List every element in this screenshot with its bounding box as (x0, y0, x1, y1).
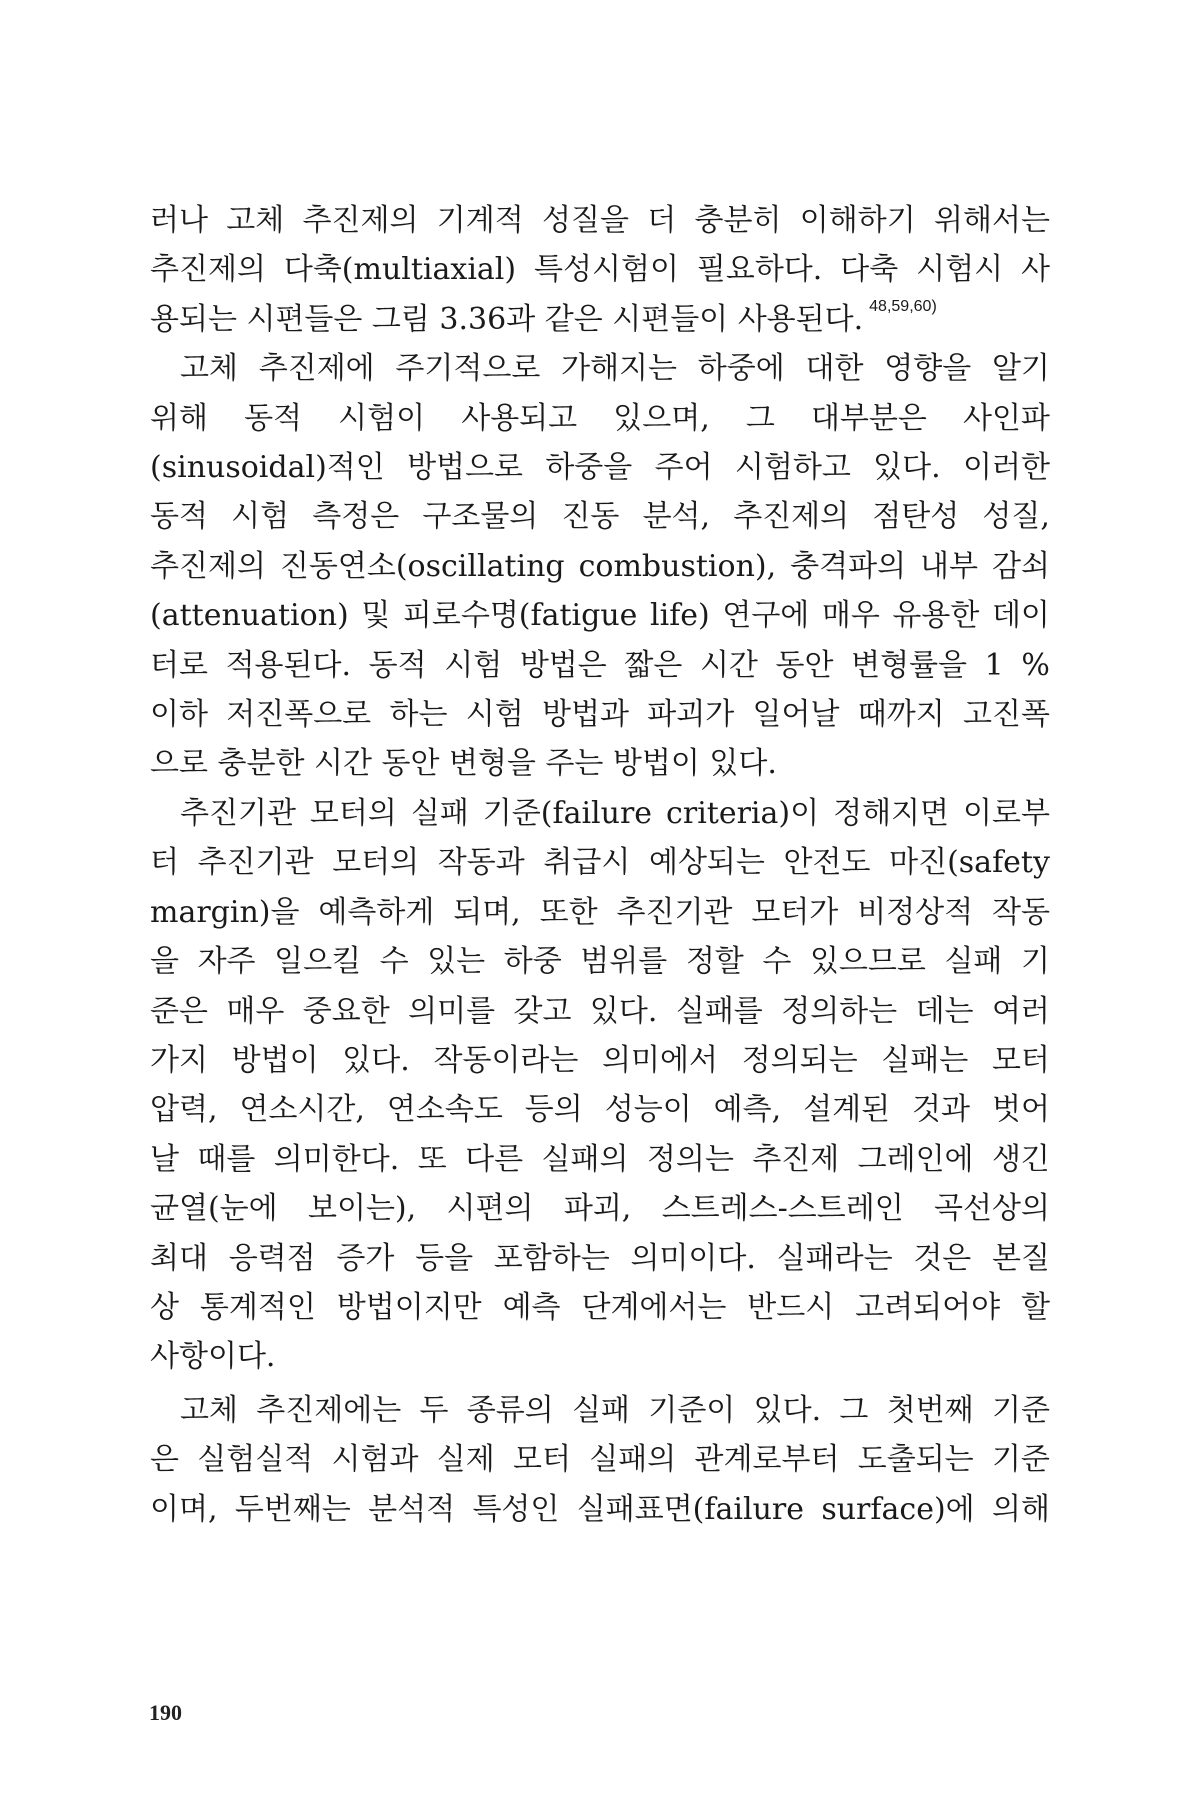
word: 시험하고 (734, 450, 851, 486)
word: 날 (150, 1141, 179, 1177)
word: 충격파의 (790, 548, 907, 584)
word: 진동 (561, 499, 620, 535)
word: 작동과 (437, 845, 525, 881)
word: 수 (379, 944, 409, 980)
word: 비정상적 (857, 894, 974, 930)
word: 안전도 (783, 845, 871, 881)
word: 유용한 (892, 598, 980, 634)
word: 방법이지만 (336, 1289, 482, 1325)
word: 반드시 (747, 1289, 835, 1325)
body-text (150, 196, 1050, 1534)
text-line (150, 394, 1050, 443)
word: 때까지 (857, 697, 945, 733)
word: 시험 (465, 697, 524, 733)
word: 정의하는 (781, 993, 898, 1029)
word: margin)을 (150, 894, 300, 930)
word: 있다. (753, 1392, 822, 1428)
word: 실패의 (541, 1141, 629, 1177)
text-line (150, 295, 1050, 344)
word: 터 (150, 845, 179, 881)
word: 은 (150, 1442, 179, 1478)
word: 마진(safety (889, 845, 1050, 881)
word: 연소속도 (386, 1092, 503, 1128)
word: 있는 (427, 944, 486, 980)
word: 실패 (944, 944, 1003, 980)
word: 의미이다. (630, 1240, 756, 1276)
word: 여러 (991, 993, 1050, 1029)
word: 최대 (150, 1240, 208, 1276)
word: 기준 (991, 1392, 1050, 1428)
text-line (150, 196, 1050, 245)
word: 일으킬 (274, 944, 362, 980)
word: 응력점 (228, 1240, 316, 1276)
text-line (150, 492, 1050, 541)
word: 다른 (465, 1141, 524, 1177)
word: 대부분은 (810, 400, 927, 436)
word: 고체 (180, 1392, 238, 1428)
word: 다축 (840, 252, 899, 288)
word: 적용된다. (225, 647, 352, 683)
word: 기준(failure (482, 795, 653, 831)
word: 감쇠 (991, 548, 1050, 584)
word: 두 (419, 1392, 449, 1428)
text-line (150, 1283, 1050, 1332)
word: 실패 (572, 1392, 631, 1428)
word: 추진기관 (180, 795, 296, 831)
word: 을 (150, 944, 179, 980)
word: 그 (839, 1392, 869, 1428)
text-line (150, 1085, 1050, 1134)
word: 사용되고 (461, 400, 578, 436)
text-line (150, 344, 1050, 393)
word: 내부 (920, 548, 978, 584)
word: 시험 (444, 647, 503, 683)
word: 단계에서는 (581, 1289, 727, 1325)
word: 연소시간, (239, 1092, 365, 1128)
text-line (150, 1135, 1050, 1184)
word: 파괴가 (647, 697, 735, 733)
word: 하중에 (697, 351, 785, 387)
word: 의미를 (408, 993, 496, 1029)
word: life) (650, 598, 710, 634)
word: 두번째는 (234, 1491, 351, 1527)
word: 또 (417, 1141, 447, 1177)
word: 그 (745, 400, 775, 436)
word: 균열(눈에 (150, 1191, 278, 1227)
text-line (150, 937, 1050, 986)
word: 고체 (226, 203, 285, 238)
word: 중요한 (302, 993, 390, 1029)
text-line (150, 1184, 1050, 1233)
word: 도출되는 (857, 1442, 974, 1478)
text-line (150, 641, 1050, 690)
word: 이하 (150, 697, 208, 733)
word: 방법이 (231, 1042, 319, 1078)
word: 러나 (150, 203, 208, 238)
word: 모터의 (309, 795, 397, 831)
word: 매우 (821, 598, 880, 634)
word: 저진폭으로 (226, 697, 372, 733)
word: 실패표면(failure (576, 1491, 804, 1527)
word: 가지 (150, 1042, 208, 1078)
word: 범위를 (580, 944, 668, 980)
text-line (150, 1386, 1050, 1435)
word: 추진제의 (302, 203, 419, 238)
word: 더 (647, 203, 677, 238)
word: 예측하게 (318, 894, 435, 930)
word: 동적 (150, 499, 208, 535)
word: 추진기관 (616, 894, 733, 930)
word: 되며, (453, 894, 521, 930)
text-line (150, 987, 1050, 1036)
word: 곡선상의 (934, 1191, 1050, 1227)
word: 모터의 (332, 845, 420, 881)
word: 등의 (524, 1092, 583, 1128)
word: 할 (1021, 1289, 1050, 1325)
word: 것은 (913, 1240, 972, 1276)
word: 보이는), (307, 1191, 417, 1227)
word: 또한 (539, 894, 598, 930)
word: 갖고 (513, 993, 572, 1029)
word: 기 (1020, 944, 1050, 980)
word: 있다. (589, 993, 658, 1029)
word: 있다. (873, 450, 941, 486)
word: 실패를 (675, 993, 763, 1029)
word: 때를 (197, 1141, 256, 1177)
word: 주어 (654, 450, 713, 486)
paragraph-1 (150, 196, 1050, 344)
word: 충분히 (694, 203, 782, 238)
word: 이며, (150, 1491, 218, 1527)
word: 특성인 (472, 1491, 560, 1527)
word: 추진기관 (197, 845, 314, 881)
word: 작동이라는 (433, 1042, 579, 1078)
word: 추진제에는 (256, 1392, 402, 1428)
word: 방법으로 (407, 450, 523, 486)
paragraph-2 (150, 344, 1050, 789)
text-line (150, 690, 1050, 739)
text-line-content: 용되는 시편들은 그림 3.36과 같은 시편들이 사용된다. (150, 301, 864, 337)
word: 본질 (992, 1240, 1050, 1276)
word: 정의되는 (741, 1042, 858, 1078)
word: 고체 (180, 351, 238, 387)
text-line (150, 838, 1050, 887)
word: 성질을 (542, 203, 629, 238)
word: 있으며, (613, 400, 710, 436)
word: 시험시 (916, 252, 1004, 288)
word: 방법은 (519, 647, 607, 683)
word: 피로수명(fatigue (402, 598, 638, 634)
word: 수 (762, 944, 792, 980)
word: 이러한 (962, 450, 1050, 486)
word: 추진제의 (150, 548, 266, 584)
word: 취급시 (543, 845, 631, 881)
word: 생긴 (991, 1141, 1050, 1177)
word: combustion), (578, 548, 777, 584)
word: 분석적 (368, 1491, 456, 1527)
word: 기준이 (648, 1392, 736, 1428)
word: 매우 (226, 993, 285, 1029)
word: surface)에 (821, 1491, 975, 1527)
word: 의해 (992, 1491, 1050, 1527)
word: 스트레스-스트레인 (661, 1191, 904, 1227)
word: 설계된 (803, 1092, 891, 1128)
word: 점탄성 (872, 499, 960, 535)
word: 추진제에 (258, 351, 375, 387)
word: 위해 (150, 400, 208, 436)
word: 포함하는 (493, 1240, 610, 1276)
word: 시편의 (446, 1191, 534, 1227)
word: 의미에서 (602, 1042, 718, 1078)
word: 의미한다. (273, 1141, 400, 1177)
word: 정할 (685, 944, 744, 980)
word: 동적 (244, 400, 303, 436)
word: 등을 (415, 1240, 474, 1276)
word: 연구에 (722, 598, 810, 634)
word: 시험이 (338, 400, 426, 436)
word: 다축(multiaxial) (283, 252, 517, 288)
word: 필요하다. (696, 252, 823, 288)
word: 데이 (991, 598, 1050, 634)
word: 있으므로 (809, 944, 926, 980)
word: 기준 (991, 1442, 1050, 1478)
word: 측정은 (312, 499, 400, 535)
word: 추진제 (752, 1141, 840, 1177)
word: 특성시험이 (534, 252, 679, 288)
word: 예상되는 (648, 845, 765, 881)
word: 성능이 (604, 1092, 692, 1128)
word: 대한 (805, 351, 864, 387)
word: 실패 (410, 795, 469, 831)
word: 짧은 (624, 647, 683, 683)
word: 시간 (699, 647, 758, 683)
word: 터로 (150, 647, 208, 683)
word: 작동 (992, 894, 1050, 930)
word: 1 (984, 647, 1004, 683)
text-line (150, 888, 1050, 937)
word: 구조물의 (422, 499, 539, 535)
text-line (150, 789, 1050, 838)
text-line (150, 1435, 1050, 1484)
word: 모터 (991, 1042, 1050, 1078)
word: (sinusoidal)적인 (150, 450, 385, 486)
word: 변형률을 (851, 647, 968, 683)
word: 증가 (336, 1240, 395, 1276)
word: 동적 (368, 647, 427, 683)
word: 벗어 (991, 1092, 1050, 1128)
word: 고진폭 (963, 697, 1050, 733)
word: 준은 (150, 993, 208, 1029)
word: 데는 (915, 993, 974, 1029)
word: 하중 (503, 944, 562, 980)
reference-superscript: 48,59,60) (869, 297, 937, 315)
word: 압력, (150, 1092, 218, 1128)
word: 시험 (231, 499, 290, 535)
word: 기계적 (436, 203, 524, 238)
word: 추진제의 (150, 252, 266, 288)
paragraph-4 (150, 1386, 1050, 1534)
text-line: 사항이다. (150, 1339, 276, 1375)
text-line (150, 591, 1050, 640)
word: 파괴, (563, 1191, 632, 1227)
word: 것과 (912, 1092, 971, 1128)
word: 방법과 (542, 697, 629, 733)
word: 성질, (982, 499, 1050, 535)
word: 하는 (389, 697, 448, 733)
word: 실패의 (589, 1442, 677, 1478)
word: 실패라는 (776, 1240, 893, 1276)
word: 상 (150, 1289, 179, 1325)
word: 종류의 (466, 1392, 554, 1428)
word: 예측 (502, 1289, 561, 1325)
word: 알기 (991, 351, 1050, 387)
text-line (150, 1234, 1050, 1283)
word: 주기적으로 (395, 351, 541, 387)
text-line (150, 542, 1050, 591)
word: 그레인에 (857, 1141, 974, 1177)
word: 첫번째 (886, 1392, 974, 1428)
word: 예측, (713, 1092, 782, 1128)
word: 정의는 (646, 1141, 734, 1177)
word: 동안 (775, 647, 834, 683)
word: 사 (1021, 252, 1050, 288)
word: 이로부 (963, 795, 1050, 831)
word: 실제 (436, 1442, 495, 1478)
word: 위해서는 (934, 203, 1050, 238)
word: 관계로부터 (694, 1442, 840, 1478)
word: 통계적인 (199, 1289, 316, 1325)
text-line: 으로 충분한 시간 동안 변형을 주는 방법이 있다. (150, 746, 777, 782)
word: 및 (361, 598, 391, 634)
word: 모터가 (751, 894, 839, 930)
word: criteria)이 (666, 795, 820, 831)
word: 고려되어야 (855, 1289, 1001, 1325)
text-line (150, 1036, 1050, 1085)
word: 이해하기 (799, 203, 916, 238)
word: % (1021, 647, 1050, 683)
page-number: 190 (149, 1700, 182, 1725)
word: 모터 (513, 1442, 571, 1478)
word: 자주 (197, 944, 256, 980)
word: 일어날 (752, 697, 840, 733)
text-line (150, 1485, 1050, 1534)
word: 하중을 (545, 450, 633, 486)
word: 실험실적 (197, 1442, 314, 1478)
word: 추진제의 (733, 499, 850, 535)
word: 사인파 (962, 400, 1050, 436)
word: 가해지는 (561, 351, 678, 387)
word: (attenuation) (150, 598, 349, 634)
text-line (150, 443, 1050, 492)
word: 분석, (642, 499, 711, 535)
word: 영향을 (884, 351, 972, 387)
word: 진동연소(oscillating (279, 548, 565, 584)
paragraph-3 (150, 789, 1050, 1382)
word: 시험과 (331, 1442, 419, 1478)
word: 실패는 (881, 1042, 969, 1078)
word: 정해지면 (833, 795, 950, 831)
word: 있다. (342, 1042, 410, 1078)
